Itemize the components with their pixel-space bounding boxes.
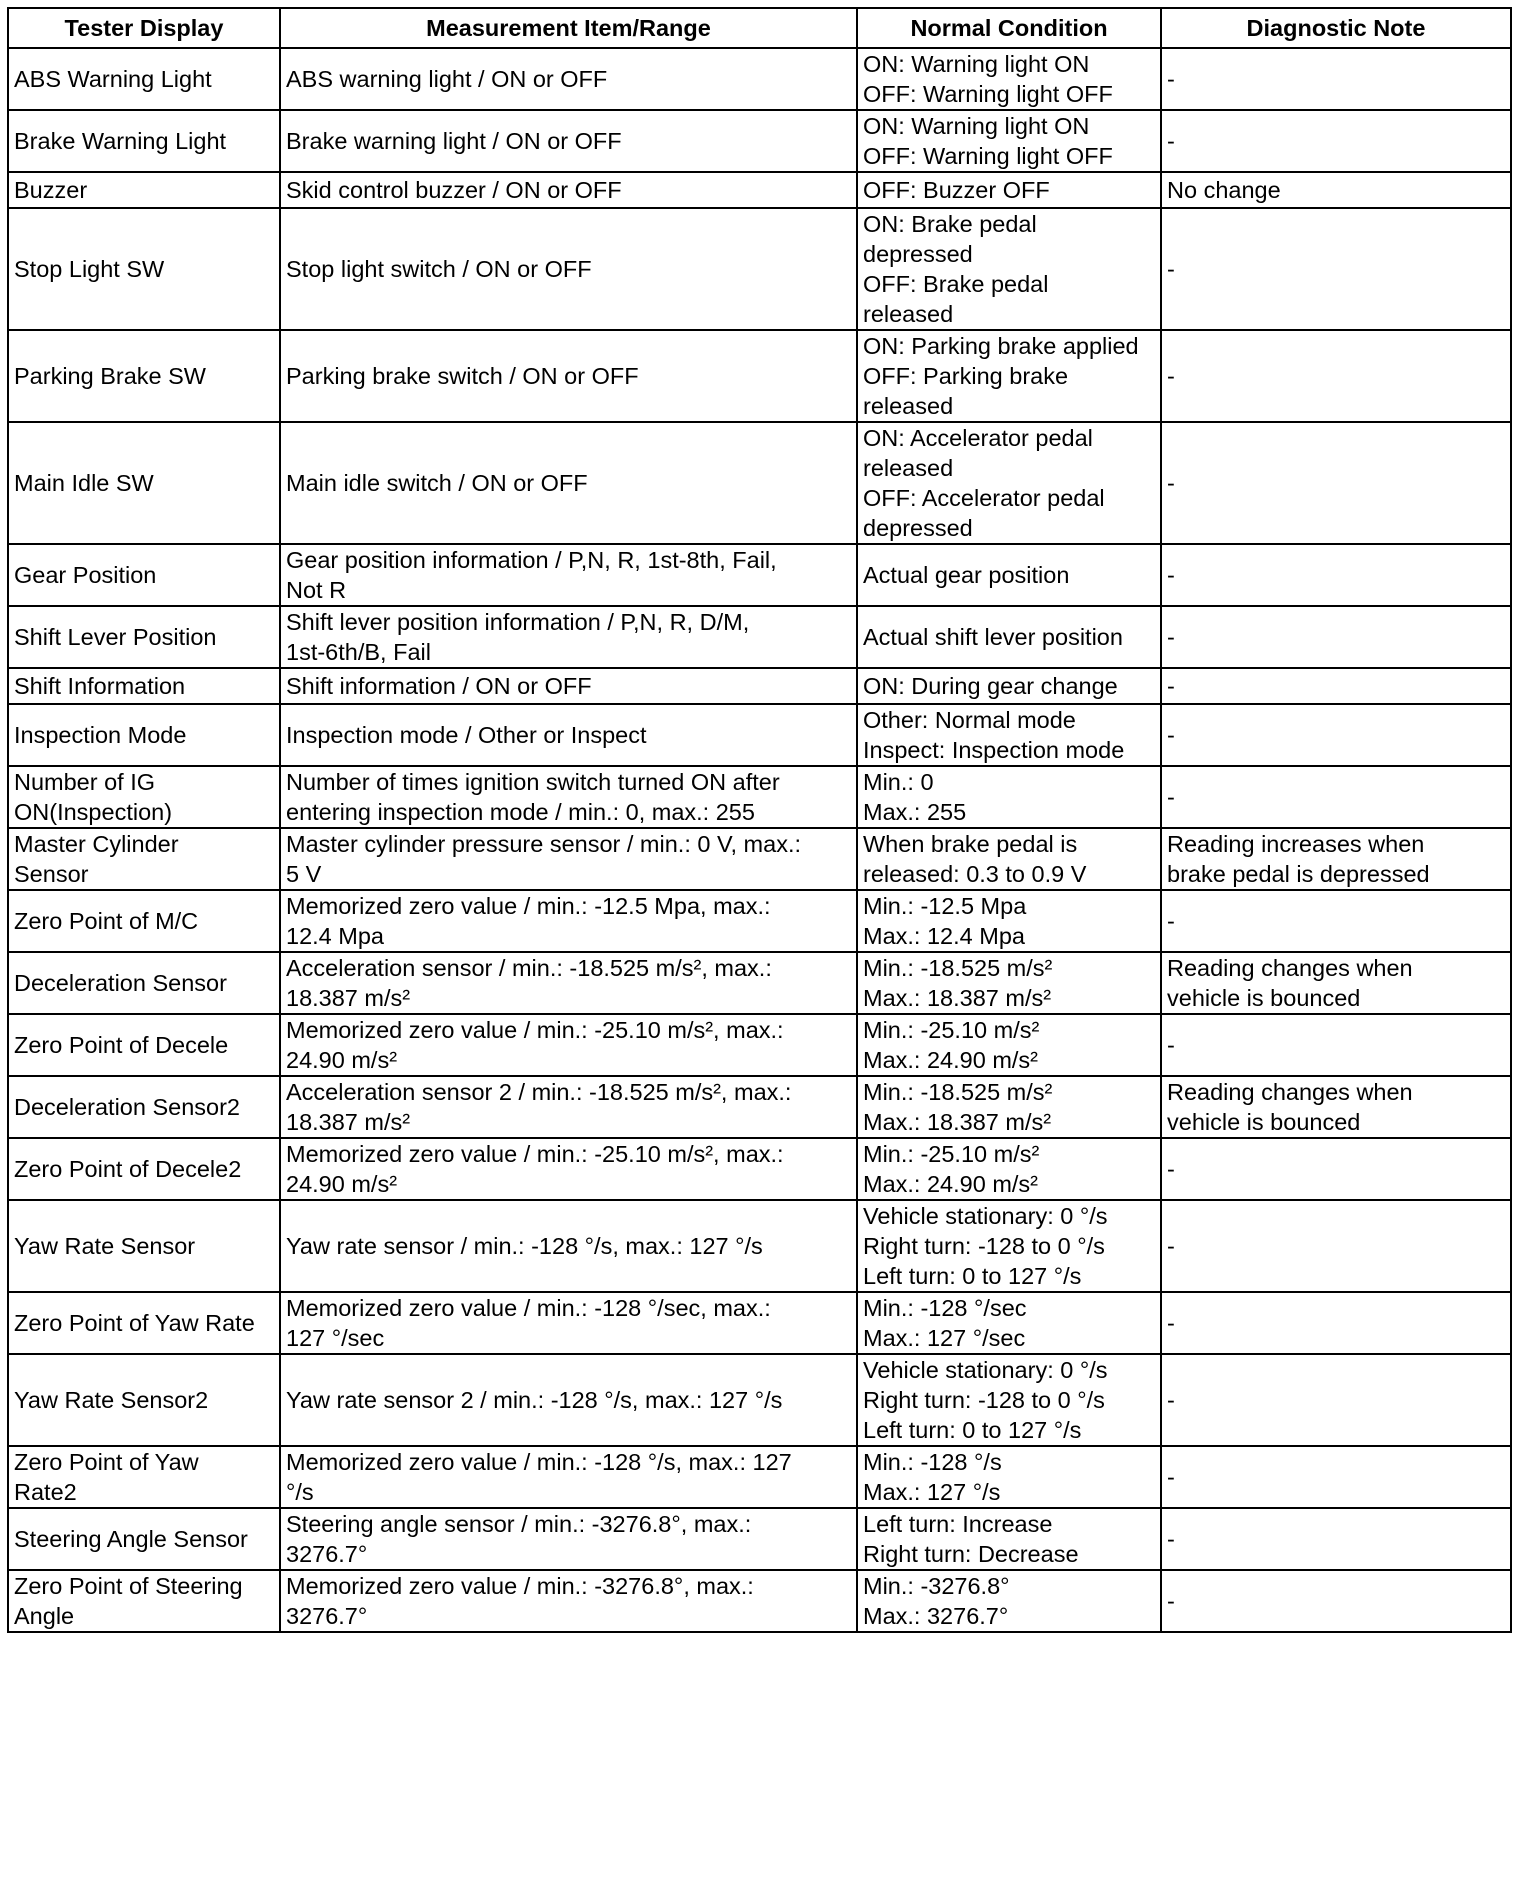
normal-condition-cell: Left turn: Increase Right turn: Decrease <box>857 1508 1161 1570</box>
measurement-item-cell: Memorized zero value / min.: -12.5 Mpa, max.: 12.4 Mpa <box>280 890 857 952</box>
diagnostic-note-cell: Reading changes when vehicle is bounced <box>1161 952 1511 1014</box>
normal-condition-cell: Min.: -12.5 Mpa Max.: 12.4 Mpa <box>857 890 1161 952</box>
normal-condition-cell: ON: Warning light ON OFF: Warning light OFF <box>857 110 1161 172</box>
header-row <box>8 8 1511 48</box>
measurement-item-cell: Acceleration sensor / min.: -18.525 m/s², max.: 18.387 m/s² <box>280 952 857 1014</box>
measurement-item-cell: Number of times ignition switch turned ON after entering inspection mode / min.: 0, max.: 255 <box>280 766 857 828</box>
tester-display-cell: Stop Light SW <box>8 208 280 330</box>
table-row <box>8 952 1511 1014</box>
measurement-item-cell: Memorized zero value / min.: -25.10 m/s², max.: 24.90 m/s² <box>280 1138 857 1200</box>
tester-display-cell: Zero Point of Yaw Rate2 <box>8 1446 280 1508</box>
measurement-item-cell: Gear position information / P,N, R, 1st-8th, Fail, Not R <box>280 544 857 606</box>
table-row <box>8 1446 1511 1508</box>
table-row <box>8 606 1511 668</box>
normal-condition-cell: Actual shift lever position <box>857 606 1161 668</box>
measurement-item-cell: Memorized zero value / min.: -128 °/s, max.: 127 °/s <box>280 1446 857 1508</box>
diagnostic-note-cell: - <box>1161 544 1511 606</box>
tester-display-cell: Zero Point of Decele2 <box>8 1138 280 1200</box>
measurement-item-cell: Master cylinder pressure sensor / min.: 0 V, max.: 5 V <box>280 828 857 890</box>
measurement-item-cell: Yaw rate sensor 2 / min.: -128 °/s, max.: 127 °/s <box>280 1354 857 1446</box>
normal-condition-cell: Actual gear position <box>857 544 1161 606</box>
diagnostic-note-cell: - <box>1161 1354 1511 1446</box>
normal-condition-cell: ON: Parking brake applied OFF: Parking brake released <box>857 330 1161 422</box>
diagnostic-note-cell: - <box>1161 1508 1511 1570</box>
measurement-item-cell: Parking brake switch / ON or OFF <box>280 330 857 422</box>
tester-display-cell: Steering Angle Sensor <box>8 1508 280 1570</box>
tester-display-cell: Yaw Rate Sensor2 <box>8 1354 280 1446</box>
table-row <box>8 48 1511 110</box>
diagnostic-note-cell: - <box>1161 704 1511 766</box>
diagnostic-note-cell: - <box>1161 890 1511 952</box>
measurement-item-cell: Main idle switch / ON or OFF <box>280 422 857 544</box>
diagnostic-note-cell: - <box>1161 48 1511 110</box>
normal-condition-cell: Min.: -128 °/s Max.: 127 °/s <box>857 1446 1161 1508</box>
diagnostic-note-cell: - <box>1161 668 1511 704</box>
measurement-item-cell: Steering angle sensor / min.: -3276.8°, max.: 3276.7° <box>280 1508 857 1570</box>
table-row <box>8 1076 1511 1138</box>
table-row <box>8 172 1511 208</box>
normal-condition-cell: Vehicle stationary: 0 °/s Right turn: -128 to 0 °/s Left turn: 0 to 127 °/s <box>857 1354 1161 1446</box>
tester-display-cell: Gear Position <box>8 544 280 606</box>
normal-condition-cell: Min.: -18.525 m/s² Max.: 18.387 m/s² <box>857 1076 1161 1138</box>
diagnostic-note-cell: - <box>1161 330 1511 422</box>
diagnostic-note-cell: - <box>1161 1570 1511 1632</box>
table-row <box>8 668 1511 704</box>
normal-condition-cell: OFF: Buzzer OFF <box>857 172 1161 208</box>
diagnostic-note-cell: - <box>1161 422 1511 544</box>
diagnostic-note-cell: - <box>1161 1292 1511 1354</box>
header-diagnostic-note: Diagnostic Note <box>1161 8 1511 48</box>
table-row <box>8 1508 1511 1570</box>
measurement-item-cell: Brake warning light / ON or OFF <box>280 110 857 172</box>
table-row <box>8 544 1511 606</box>
measurement-item-cell: Memorized zero value / min.: -128 °/sec, max.: 127 °/sec <box>280 1292 857 1354</box>
measurement-item-cell: ABS warning light / ON or OFF <box>280 48 857 110</box>
measurement-item-cell: Shift lever position information / P,N, R, D/M, 1st-6th/B, Fail <box>280 606 857 668</box>
tester-display-cell: Zero Point of M/C <box>8 890 280 952</box>
diagnostic-note-cell: - <box>1161 1446 1511 1508</box>
table-row <box>8 330 1511 422</box>
table-row <box>8 1570 1511 1632</box>
measurement-item-cell: Inspection mode / Other or Inspect <box>280 704 857 766</box>
tester-display-cell: Main Idle SW <box>8 422 280 544</box>
tester-display-cell: ABS Warning Light <box>8 48 280 110</box>
table-row <box>8 1014 1511 1076</box>
table-row <box>8 1292 1511 1354</box>
diagnostic-note-cell: Reading increases when brake pedal is depressed <box>1161 828 1511 890</box>
tester-display-cell: Shift Information <box>8 668 280 704</box>
tester-display-cell: Deceleration Sensor2 <box>8 1076 280 1138</box>
table-row <box>8 766 1511 828</box>
diagnostic-note-cell: - <box>1161 1014 1511 1076</box>
tester-display-cell: Buzzer <box>8 172 280 208</box>
diagnostic-note-cell: - <box>1161 110 1511 172</box>
measurement-item-cell: Memorized zero value / min.: -25.10 m/s², max.: 24.90 m/s² <box>280 1014 857 1076</box>
diagnostic-note-cell: No change <box>1161 172 1511 208</box>
tester-display-cell: Brake Warning Light <box>8 110 280 172</box>
data-list-table <box>7 7 1512 1633</box>
table-row <box>8 828 1511 890</box>
normal-condition-cell: Min.: -25.10 m/s² Max.: 24.90 m/s² <box>857 1138 1161 1200</box>
normal-condition-cell: ON: During gear change <box>857 668 1161 704</box>
tester-display-cell: Deceleration Sensor <box>8 952 280 1014</box>
tester-display-cell: Inspection Mode <box>8 704 280 766</box>
diagnostic-note-cell: - <box>1161 766 1511 828</box>
normal-condition-cell: Other: Normal mode Inspect: Inspection mode <box>857 704 1161 766</box>
diagnostic-note-cell: - <box>1161 1200 1511 1292</box>
data-list-table-container <box>7 7 1512 1633</box>
normal-condition-cell: Min.: -25.10 m/s² Max.: 24.90 m/s² <box>857 1014 1161 1076</box>
table-row <box>8 890 1511 952</box>
tester-display-cell: Parking Brake SW <box>8 330 280 422</box>
normal-condition-cell: ON: Brake pedal depressed OFF: Brake pedal released <box>857 208 1161 330</box>
table-row <box>8 1200 1511 1292</box>
tester-display-cell: Zero Point of Decele <box>8 1014 280 1076</box>
diagnostic-note-cell: - <box>1161 606 1511 668</box>
header-tester-display: Tester Display <box>8 8 280 48</box>
table-row <box>8 110 1511 172</box>
measurement-item-cell: Yaw rate sensor / min.: -128 °/s, max.: 127 °/s <box>280 1200 857 1292</box>
normal-condition-cell: Min.: 0 Max.: 255 <box>857 766 1161 828</box>
measurement-item-cell: Acceleration sensor 2 / min.: -18.525 m/s², max.: 18.387 m/s² <box>280 1076 857 1138</box>
tester-display-cell: Number of IG ON(Inspection) <box>8 766 280 828</box>
table-row <box>8 208 1511 330</box>
normal-condition-cell: Min.: -18.525 m/s² Max.: 18.387 m/s² <box>857 952 1161 1014</box>
measurement-item-cell: Stop light switch / ON or OFF <box>280 208 857 330</box>
diagnostic-note-cell: - <box>1161 208 1511 330</box>
measurement-item-cell: Shift information / ON or OFF <box>280 668 857 704</box>
normal-condition-cell: ON: Accelerator pedal released OFF: Accelerator pedal depressed <box>857 422 1161 544</box>
header-normal-condition: Normal Condition <box>857 8 1161 48</box>
measurement-item-cell: Memorized zero value / min.: -3276.8°, max.: 3276.7° <box>280 1570 857 1632</box>
tester-display-cell: Zero Point of Steering Angle <box>8 1570 280 1632</box>
table-row <box>8 1138 1511 1200</box>
normal-condition-cell: ON: Warning light ON OFF: Warning light OFF <box>857 48 1161 110</box>
tester-display-cell: Zero Point of Yaw Rate <box>8 1292 280 1354</box>
tester-display-cell: Shift Lever Position <box>8 606 280 668</box>
normal-condition-cell: When brake pedal is released: 0.3 to 0.9 V <box>857 828 1161 890</box>
measurement-item-cell: Skid control buzzer / ON or OFF <box>280 172 857 208</box>
tester-display-cell: Yaw Rate Sensor <box>8 1200 280 1292</box>
normal-condition-cell: Min.: -3276.8° Max.: 3276.7° <box>857 1570 1161 1632</box>
header-measurement-item: Measurement Item/Range <box>280 8 857 48</box>
tester-display-cell: Master Cylinder Sensor <box>8 828 280 890</box>
table-row <box>8 704 1511 766</box>
normal-condition-cell: Min.: -128 °/sec Max.: 127 °/sec <box>857 1292 1161 1354</box>
table-row <box>8 1354 1511 1446</box>
table-row <box>8 422 1511 544</box>
diagnostic-note-cell: Reading changes when vehicle is bounced <box>1161 1076 1511 1138</box>
normal-condition-cell: Vehicle stationary: 0 °/s Right turn: -128 to 0 °/s Left turn: 0 to 127 °/s <box>857 1200 1161 1292</box>
diagnostic-note-cell: - <box>1161 1138 1511 1200</box>
